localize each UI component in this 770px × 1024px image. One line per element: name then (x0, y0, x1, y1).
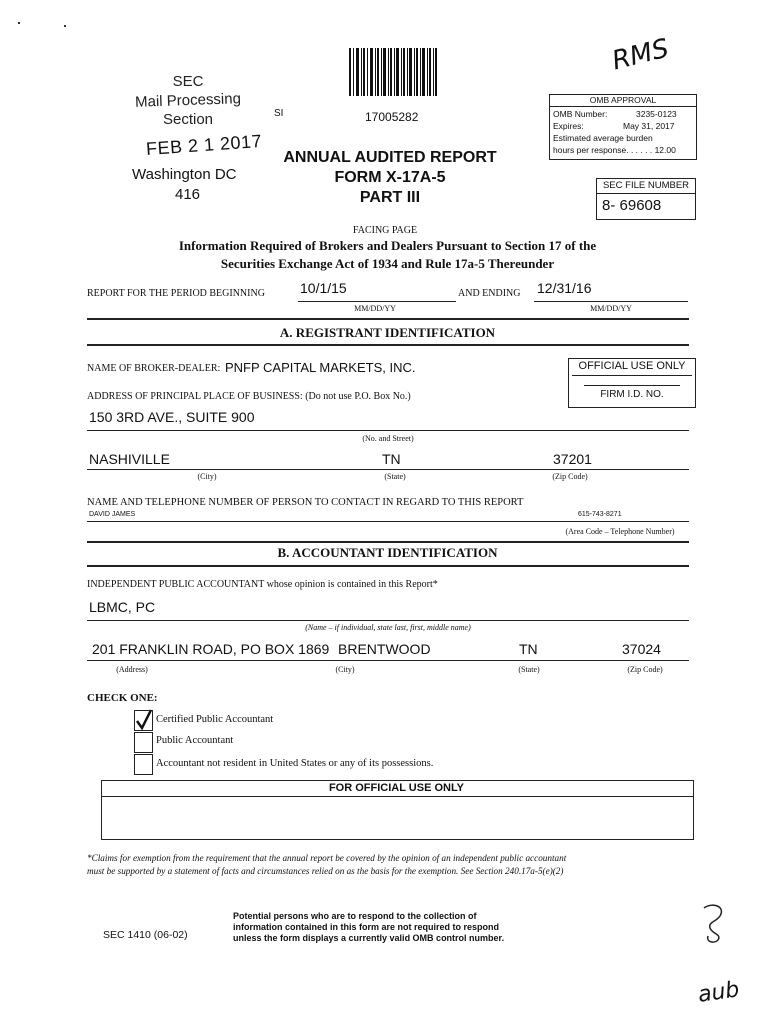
title-line3: PART III (359, 189, 421, 206)
notice-line1: Potential persons who are to respond to the collection of (233, 911, 477, 921)
contact-label: NAME AND TELEPHONE NUMBER OF PERSON TO CONTACT IN REGARD TO THIS REPORT (87, 497, 524, 508)
contact-phone: 615-743-8271 (578, 511, 622, 518)
public-accountant-label: Public Accountant (156, 735, 234, 746)
notice-line2: information contained in this form are not required to respond (233, 922, 500, 932)
accountant-label: INDEPENDENT PUBLIC ACCOUNTANT whose opinion is contained in this Report* (87, 579, 438, 590)
omb-number-label: OMB Number: (553, 109, 608, 119)
page-title (240, 148, 540, 208)
omb-expires-label: Expires: (553, 121, 584, 131)
period-begin-format: MM/DD/YY (354, 304, 396, 313)
footnote-line1: *Claims for exemption from the requirement that the annual report be covered by the opinion of an independent public accountant (87, 853, 567, 863)
period-end-format: MM/DD/YY (590, 304, 632, 313)
firm-id-label: FIRM I.D. NO. (600, 389, 664, 400)
scan-mark (18, 22, 20, 24)
form-id: SEC 1410 (06-02) (103, 929, 188, 941)
city-value: NASHIVILLE (89, 451, 170, 467)
intro-line2: Securities Exchange Act of 1934 and Rule 17a-5 Thereunder (220, 256, 555, 271)
broker-name-label: NAME OF BROKER-DEALER: (87, 363, 221, 374)
broker-name-value: PNFP CAPITAL MARKETS, INC. (225, 360, 416, 375)
street-value: 150 3RD AVE., SUITE 900 (89, 409, 255, 425)
stamp-city: Washington DC (132, 166, 237, 183)
accountant-city: BRENTWOOD (338, 641, 431, 657)
omb-notice (233, 911, 504, 944)
for-official-use-label: FOR OFFICIAL USE ONLY (328, 782, 465, 794)
received-stamp (118, 72, 258, 129)
sec-file-label: SEC FILE NUMBER (602, 180, 690, 191)
street-caption: (No. and Street) (362, 434, 414, 443)
title-line2: FORM X-17A-5 (334, 169, 446, 186)
omb-burden-line2: hours per response. . . . . . 12.00 (553, 145, 676, 155)
accountant-zip-caption: (Zip Code) (627, 665, 663, 674)
scan-mark (64, 25, 66, 27)
section-a-heading: A. REGISTRANT IDENTIFICATION (279, 325, 496, 340)
accountant-address: 201 FRANKLIN ROAD, PO BOX 1869 (92, 641, 330, 657)
handwritten-mark (700, 902, 730, 946)
city-caption: (City) (197, 472, 217, 481)
barcode-number: 17005282 (365, 110, 419, 124)
footnote-line2: must be supported by a statement of facts and circumstances relied on as the basis for the exemption. See Section 240.17a-5(e)(2) (87, 866, 564, 876)
notice-line3: unless the form displays a currently valid OMB control number. (233, 933, 505, 943)
public-accountant-checkbox[interactable] (134, 732, 153, 753)
stamp-line3: Section (162, 111, 214, 128)
check-one-label: CHECK ONE: (87, 692, 158, 704)
omb-title: OMB APPROVAL (589, 95, 657, 105)
zip-value: 37201 (553, 451, 592, 467)
facing-page-label: FACING PAGE (352, 225, 418, 236)
accountant-address-caption: (Address) (116, 665, 148, 674)
official-use-label: OFFICIAL USE ONLY (578, 360, 686, 372)
state-caption: (State) (384, 472, 406, 481)
contact-name: DAVID JAMES (89, 511, 136, 518)
stamp-line2: Mail Processing (134, 90, 242, 111)
omb-number-value: 3235-0123 (636, 109, 677, 119)
section-b-heading: B. ACCOUNTANT IDENTIFICATION (277, 545, 498, 560)
intro-line1: Information Required of Brokers and Dealers Pursuant to Section 17 of the (178, 238, 597, 253)
stamp-line1: SEC (172, 73, 204, 90)
period-end-value: 12/31/16 (537, 280, 592, 296)
period-begin-value: 10/1/15 (300, 280, 347, 296)
contact-phone-caption: (Area Code – Telephone Number) (565, 527, 675, 536)
accountant-state-caption: (State) (518, 665, 540, 674)
handwritten-initials-bottom: aub (696, 977, 741, 1008)
accountant-state: TN (519, 641, 538, 657)
non-resident-accountant-checkbox[interactable] (134, 754, 153, 775)
stamp-code: 416 (175, 186, 201, 203)
stamp-date: FEB 2 1 2017 (145, 130, 263, 160)
non-resident-accountant-label: Accountant not resident in United States or any of its possessions. (156, 758, 434, 769)
state-value: TN (382, 451, 401, 467)
sec-file-value: 8- 69608 (602, 197, 662, 214)
address-label: ADDRESS OF PRINCIPAL PLACE OF BUSINESS: (Do not use P.O. Box No.) (87, 391, 411, 402)
certified-public-accountant-label: Certified Public Accountant (156, 714, 274, 725)
stamp-si: SI (274, 108, 284, 119)
title-line1: ANNUAL AUDITED REPORT (283, 149, 497, 166)
accountant-city-caption: (City) (335, 665, 355, 674)
accountant-name-caption: (Name – if individual, state last, first, middle name) (305, 623, 471, 632)
omb-expires-value: May 31, 2017 (623, 121, 675, 131)
accountant-zip: 37024 (622, 641, 661, 657)
zip-caption: (Zip Code) (552, 472, 588, 481)
omb-burden-line1: Estimated average burden (553, 133, 653, 143)
checkmark-icon (134, 708, 154, 732)
accountant-name: LBMC, PC (89, 599, 156, 615)
period-end-label: AND ENDING (458, 288, 521, 299)
handwritten-initials: RMS (609, 33, 672, 77)
barcode-image (349, 48, 437, 96)
period-begin-label: REPORT FOR THE PERIOD BEGINNING (87, 288, 265, 299)
